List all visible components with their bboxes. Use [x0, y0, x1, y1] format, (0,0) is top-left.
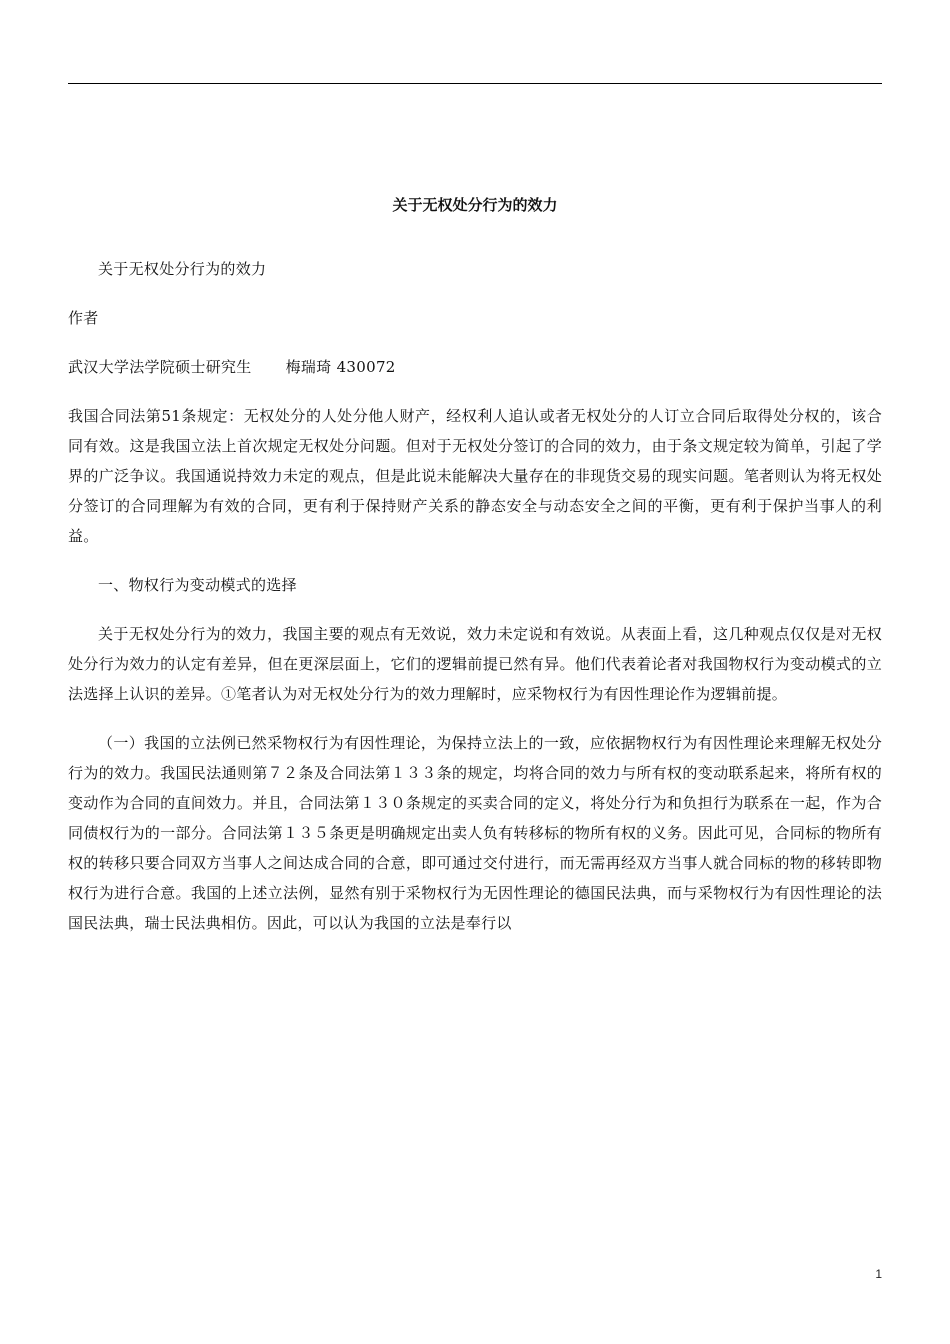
section-heading-1: 一、物权行为变动模式的选择: [98, 576, 297, 594]
author-label: 作者: [68, 309, 99, 327]
subtitle: 关于无权处分行为的效力: [98, 260, 267, 278]
paragraph-legislation: （一）我国的立法例已然采物权行为有因性理论，为保持立法上的一致，应依据物权行为有因性理论来理解无权处分行为的效力。我国民法通则第７２条及合同法第１３３条的规定，均将合同的效力与所有权的变动联系起来，将所有权的变动作为合同的直间效力。并且，合同法第１３０条规定的买卖合同的定义，将处分行为和负担行为联系在一起，作为合同债权行为的一部分。合同法第１３５条更是明确规定出卖人负有转移标的物所有权的义务。因此可见，合同标的物所有权的转移只要合同双方当事人之间达成合同的合意，即可通过交付进行，而无需再经双方当事人就合同标的物的移转即物权行为进行合意。我国的上述立法例，显然有别于采物权行为无因性理论的德国民法典，而与采物权行为有因性理论的法国民法典，瑞士民法典相仿。因此，可以认为我国的立法是奉行以: [68, 734, 882, 932]
document-body: [68, 254, 882, 957]
header-rule: [68, 83, 882, 84]
document-title: 关于无权处分行为的效力: [392, 196, 558, 214]
paragraph-intro: 我国合同法第51条规定：无权处分的人处分他人财产，经权利人追认或者无权处分的人订立合同后取得处分权的，该合同有效。这是我国立法上首次规定无权处分问题。但对于无权处分签订的合同的效力，由于条文规定较为简单，引起了学界的广泛争议。我国通说持效力未定的观点，但是此说未能解决大量存在的非现货交易的现实问题。笔者则认为将无权处分签订的合同理解为有效的合同，更有利于保持财产关系的静态安全与动态安全之间的平衡，更有利于保护当事人的利益。: [68, 407, 882, 545]
paragraph-views: 关于无权处分行为的效力，我国主要的观点有无效说，效力未定说和有效说。从表面上看，这几种观点仅仅是对无权处分行为效力的认定有差异，但在更深层面上，它们的逻辑前提已然有异。他们代表着论者对我国物权行为变动模式的立法选择上认识的差异。①笔者认为对无权处分行为的效力理解时，应采物权行为有因性理论作为逻辑前提。: [68, 625, 882, 703]
author-affiliation: 武汉大学法学院硕士研究生: [68, 358, 252, 376]
page-number: 1: [875, 1267, 882, 1281]
author-name: 梅瑞琦 430072: [285, 358, 396, 376]
author-line: [68, 352, 882, 382]
